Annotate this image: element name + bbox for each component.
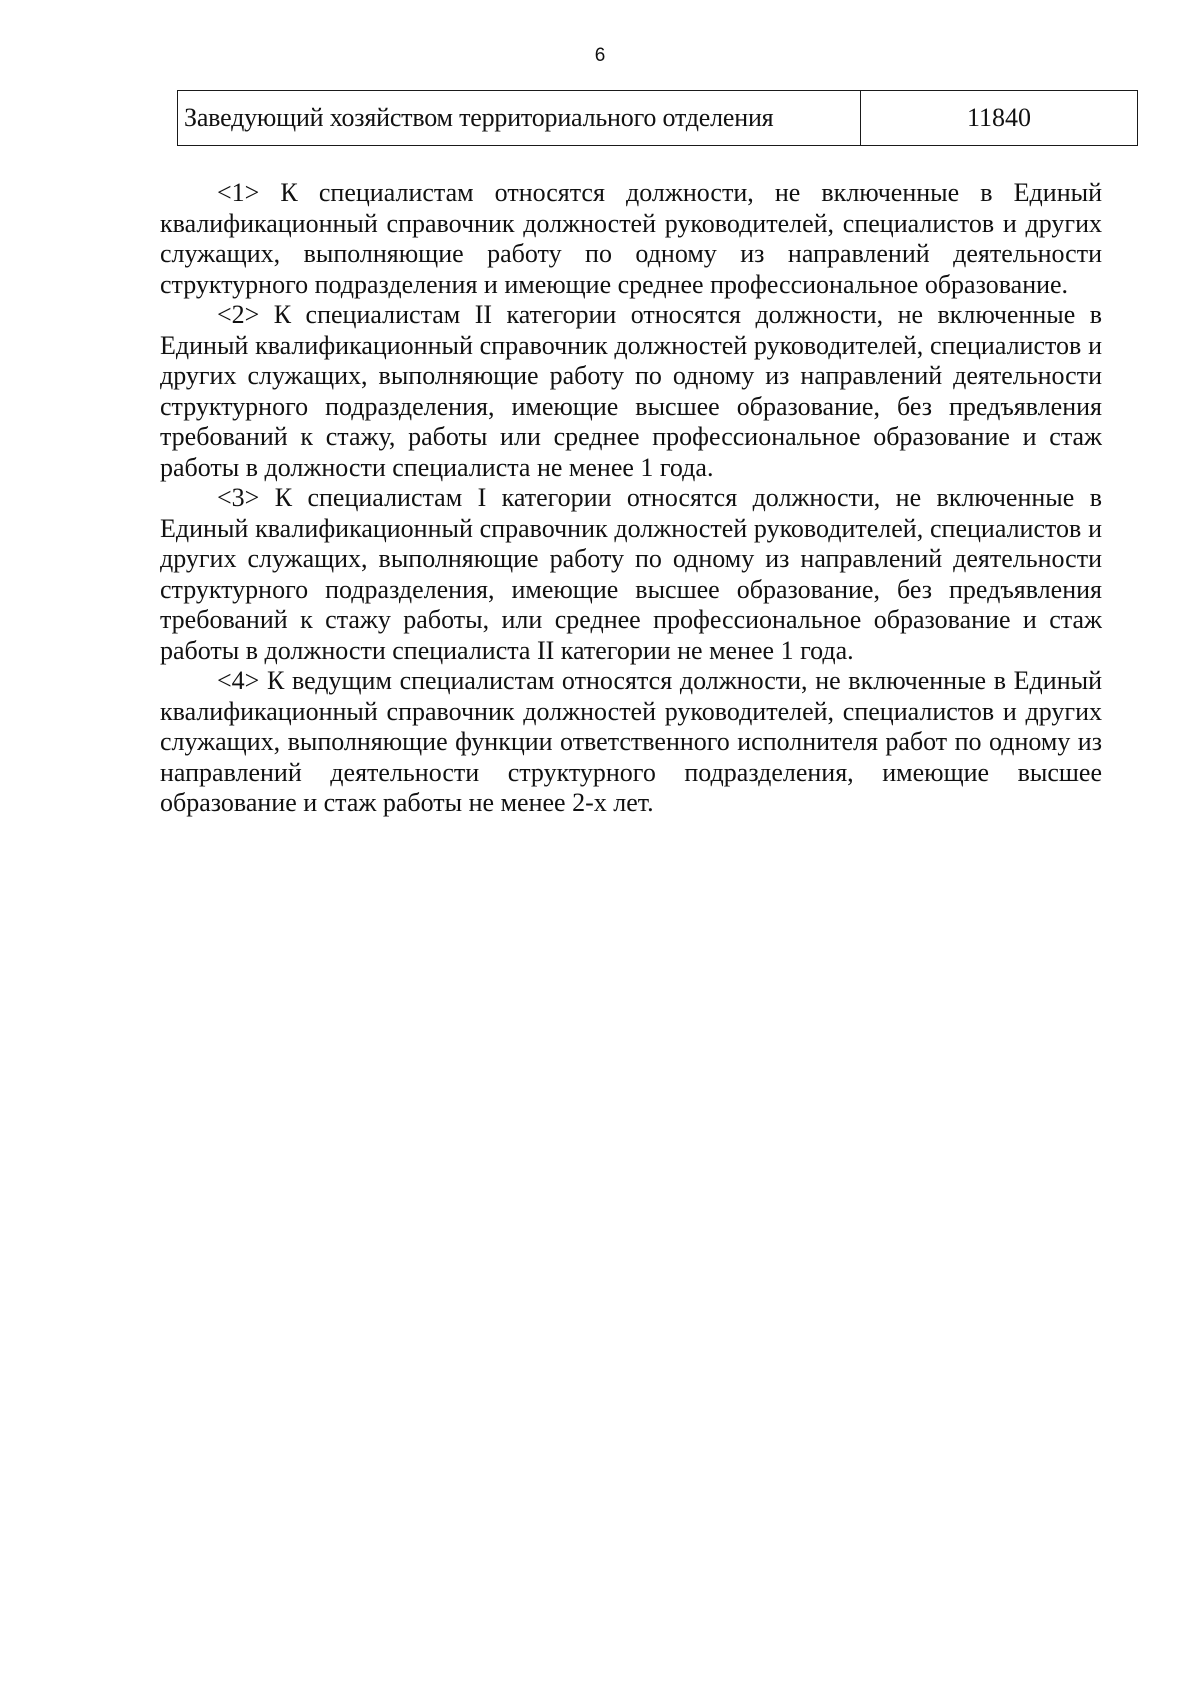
table-row	[178, 91, 1138, 146]
salary-cell: 11840	[861, 91, 1138, 146]
salary-table	[177, 90, 1138, 146]
footnote-4: <4> К ведущим специалистам относятся должности, не включенные в Единый квалификационный справочник должностей руководителей, специалистов и других служащих, выполняющие функции ответственного исполнителя работ по одному из направлений деятельности структурного подразделения, имеющие высшее образование и стаж работы не менее 2-х лет.	[160, 666, 1102, 817]
footnote-1: <1> К специалистам относятся должности, не включенные в Единый квалификационный справочник должностей руководителей, специалистов и других служащих, выполняющие работу по одному из направлений деятельности структурного подразделения и имеющие среднее профессиональное образование.	[160, 178, 1102, 299]
footnote-3: <3> К специалистам I категории относятся должности, не включенные в Единый квалификационный справочник должностей руководителей, специалистов и других служащих, выполняющие работу по одному из направлений деятельности структурного подразделения, имеющие высшее образование, без предъявления требований к стажу работы, или среднее профессиональное образование и стаж работы в должности специалиста II категории не менее 1 года.	[160, 483, 1102, 665]
position-cell: Заведующий хозяйством территориального отделения	[178, 91, 861, 146]
page-number: 6	[594, 45, 606, 66]
footnote-2: <2> К специалистам II категории относятся должности, не включенные в Единый квалификационный справочник должностей руководителей, специалистов и других служащих, выполняющие работу по одному из направлений деятельности структурного подразделения, имеющие высшее образование, без предъявления требований к стажу, работы или среднее профессиональное образование и стаж работы в должности специалиста не менее 1 года.	[160, 300, 1102, 482]
footnotes	[160, 178, 1102, 819]
